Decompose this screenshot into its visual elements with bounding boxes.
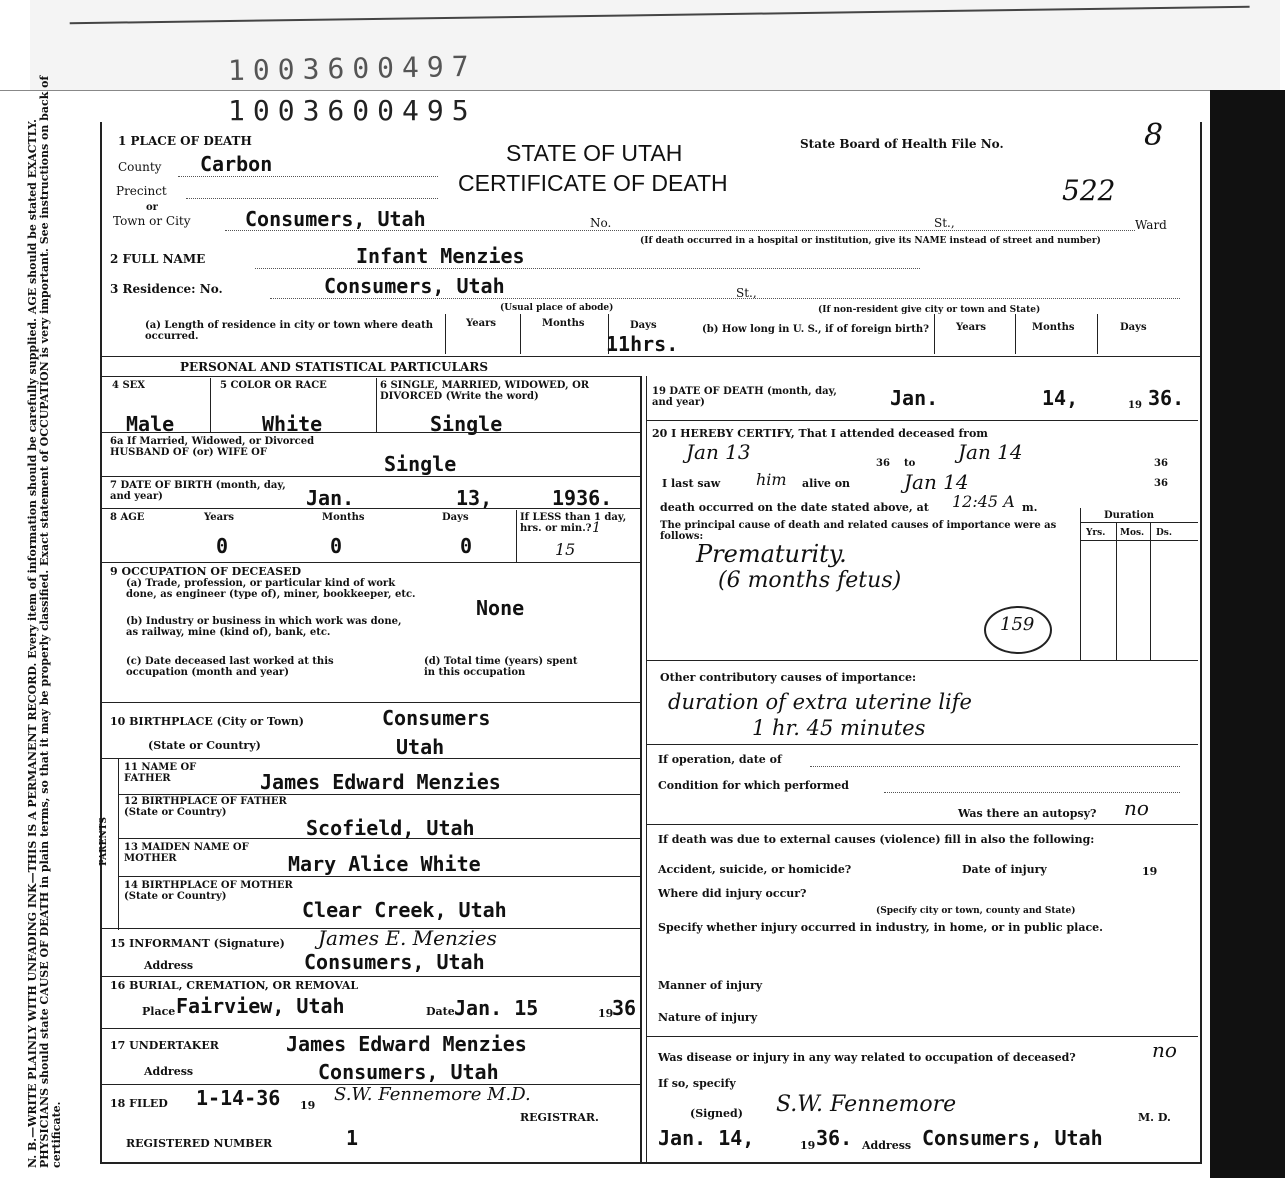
death-date-label: 19 DATE OF DEATH (month, day, and year) [652, 386, 837, 408]
cause-label: The principal cause of death and related causes of importance were as follows: [660, 520, 1057, 542]
st-label: St., [934, 216, 955, 230]
length-box-left [445, 314, 446, 354]
or-label: or [146, 202, 158, 213]
less-min: 15 [555, 540, 576, 559]
specify-label: Specify whether injury occurred in industry, in home, or in public place. [658, 921, 1103, 934]
burial-place-label: Place [142, 1005, 176, 1018]
operation-label: If operation, date of [658, 753, 782, 766]
death-year-prefix: 19 [1128, 400, 1142, 411]
marital-label: 6 SINGLE, MARRIED, WIDOWED, OR DIVORCED (Write the word) [380, 380, 590, 402]
age-label: 8 AGE [110, 512, 145, 523]
precinct-label: Precinct [116, 184, 167, 198]
duration-line [1080, 522, 1198, 523]
section-line-bottom [100, 376, 640, 377]
other-cause-2: 1 hr. 45 minutes [752, 716, 926, 740]
father-birthplace-label: 12 BIRTHPLACE OF FATHER (State or Country) [124, 796, 287, 818]
town-line [225, 230, 1135, 231]
color-value: White [262, 412, 323, 436]
town-value: Consumers, Utah [245, 207, 426, 231]
duration-yrs: Yrs. [1086, 528, 1106, 538]
duration-left [1080, 508, 1081, 660]
name-line [255, 268, 920, 269]
mother-value: Mary Alice White [288, 852, 481, 876]
external-label: If death was due to external causes (violence) fill in also the following: [658, 833, 1095, 846]
physician-signature: S.W. Fennemore [776, 1092, 957, 1117]
mother-label: 13 MAIDEN NAME OF MOTHER [124, 842, 249, 864]
margin-note: N. B.—WRITE PLAINLY WITH UNFADING INK—THIS IS A PERMANENT RECORD. Every item of information should be carefully supplied. AGE should be stated EXACTLY. PHYSICIANS should state CAUSE OF DEATH in plain terms, so that it may be properly classified. Exact statement of OCCUPATION is very important. See instructions on back of certificate. [26, 75, 63, 1168]
father-label: 11 NAME OF FATHER [124, 762, 197, 784]
last-saw-label: I last saw [662, 477, 721, 490]
last-saw-who: him [756, 470, 787, 489]
certify-from-year: 36 [876, 458, 890, 469]
length-days: Days [630, 320, 657, 331]
where-label: Where did injury occur? [658, 887, 807, 900]
us-months: Months [1032, 322, 1075, 333]
length-value: 11hrs. [606, 332, 679, 356]
burial-place: Fairview, Utah [176, 994, 345, 1018]
birthplace-label: 10 BIRTHPLACE (City or Town) [110, 715, 304, 728]
death-day: 14, [1042, 386, 1079, 410]
occupation-value: None [476, 596, 525, 620]
cause-2: (6 months fetus) [718, 568, 902, 593]
length-box-a [520, 314, 521, 354]
us-days: Days [1120, 322, 1147, 333]
filed-date: 1-14-36 [196, 1086, 281, 1110]
where-note: (Specify city or town, county and State) [876, 906, 1076, 916]
residence-label: 3 Residence: No. [110, 282, 223, 296]
condition-line [884, 792, 1180, 793]
m-label: m. [1022, 501, 1038, 514]
abode-note: (Usual place of abode) [500, 303, 614, 313]
injury-year: 19 [1142, 865, 1158, 878]
filed-label: 18 FILED [110, 1097, 168, 1110]
informant-address: Consumers, Utah [304, 950, 485, 974]
registrar-label: REGISTRAR. [520, 1111, 599, 1124]
occupation-b: (b) Industry or business in which work was done, as railway, mine (kind of), bank, etc. [126, 616, 402, 638]
us-box-c [1097, 314, 1098, 354]
row-line-2 [100, 476, 640, 477]
row-line-3 [100, 508, 640, 509]
burial-date-label: Date [426, 1005, 455, 1018]
place-of-death-label: 1 PLACE OF DEATH [118, 134, 252, 148]
manner-label: Manner of injury [658, 979, 763, 992]
cause-code: 159 [1000, 614, 1035, 635]
injury-line [646, 1036, 1198, 1037]
age-days-label: Days [442, 512, 469, 523]
undertaker-name: James Edward Menzies [286, 1032, 527, 1056]
operation-line [810, 766, 1180, 767]
color-divider [376, 378, 377, 432]
age-years: 0 [216, 534, 229, 558]
death-year: 36. [1148, 386, 1185, 410]
birthplace-state-label: (State or Country) [148, 739, 261, 752]
parents-line-2 [118, 838, 640, 839]
dob-year: 1936. [552, 486, 613, 510]
other-line [646, 744, 1198, 745]
less-hrs: 1 [592, 520, 601, 536]
autopsy-answer: no [1124, 796, 1149, 820]
certify-to-year: 36 [1154, 458, 1168, 469]
signed-address: Consumers, Utah [922, 1126, 1103, 1150]
accident-label: Accident, suicide, or homicide? [658, 863, 852, 876]
less-divider [516, 510, 517, 562]
less-label: If LESS than 1 day, hrs. or min.? [520, 512, 627, 534]
stamp-number: 1003600495 [228, 94, 477, 127]
mother-birthplace-label: 14 BIRTHPLACE OF MOTHER (State or Country) [124, 880, 293, 902]
duration-col-b [1150, 522, 1151, 660]
injury-date-label: Date of injury [962, 863, 1047, 876]
file-number-2: 522 [1062, 174, 1116, 207]
occupation-c: (c) Date deceased last worked at this occupation (month and year) [126, 656, 334, 678]
undertaker-label: 17 UNDERTAKER [110, 1039, 219, 1052]
length-label: (a) Length of residence in city or town where death occurred. [145, 320, 434, 342]
autopsy-line [646, 824, 1198, 825]
duration-mos: Mos. [1120, 528, 1145, 538]
burial-date: Jan. 15 [454, 996, 539, 1020]
signed-date: Jan. 14, [658, 1126, 755, 1150]
md-label: M. D. [1138, 1111, 1171, 1124]
occupation-d: (d) Total time (years) spent in this occupation [424, 656, 578, 678]
burial-year: 36 [612, 996, 637, 1020]
other-cause-1: duration of extra uterine life [668, 690, 972, 714]
us-box-b [1015, 314, 1016, 354]
nonres-note: (If non-resident give city or town and State) [818, 305, 1041, 315]
occupation-a: (a) Trade, profession, or particular kind of work done, as engineer (type of), miner, bookkeeper, etc. [126, 578, 416, 600]
us-label: (b) How long in U. S., if of foreign birth? [702, 324, 929, 335]
us-box-a [934, 314, 935, 354]
informant-address-label: Address [144, 959, 194, 972]
file-label: State Board of Health File No. [800, 137, 1004, 151]
occupation-related-answer: no [1152, 1038, 1177, 1062]
birthplace-state: Utah [396, 735, 445, 759]
stamp-number-top: 1003600497 [227, 49, 477, 88]
father-value: James Edward Menzies [260, 770, 501, 794]
certify-to: Jan 14 [958, 440, 1023, 464]
ward-label: Ward [1135, 218, 1167, 232]
residence-st-label: St., [736, 286, 757, 300]
spouse-label: 6a If Married, Widowed, or Divorced HUSBAND OF (or) WIFE OF [110, 436, 315, 458]
row-line-6 [100, 758, 640, 759]
dob-month: Jan. [306, 486, 355, 510]
condition-label: Condition for which performed [658, 779, 849, 792]
occurred-label: death occurred on the date stated above, at [660, 501, 929, 514]
scan-edge [1210, 90, 1285, 1178]
certify-from: Jan 13 [686, 440, 751, 464]
time-of-death: 12:45 A [952, 492, 1015, 511]
section-line-top [100, 356, 1200, 357]
age-years-label: Years [204, 512, 235, 523]
informant-label: 15 INFORMANT (Signature) [110, 937, 285, 950]
parents-divider [118, 758, 119, 930]
residence-line [270, 298, 1180, 299]
informant-signature: James E. Menzies [318, 926, 497, 950]
row-line-5 [100, 702, 640, 703]
alive-on: Jan 14 [904, 470, 969, 494]
occupation-related-label: Was disease or injury in any way related to occupation of deceased? [658, 1051, 1076, 1064]
county-line [178, 176, 438, 177]
occupation-label: 9 OCCUPATION OF DECEASED [110, 565, 302, 578]
age-months-label: Months [322, 512, 365, 523]
age-months: 0 [330, 534, 343, 558]
sex-value: Male [126, 412, 175, 436]
town-label: Town or City [113, 214, 191, 228]
color-label: 5 COLOR OR RACE [220, 380, 327, 391]
certify-to-label: to [904, 458, 916, 469]
parents-side-label: PARENTS [98, 817, 109, 866]
center-divider [640, 376, 642, 1162]
age-days: 0 [460, 534, 473, 558]
undertaker-address-label: Address [144, 1065, 194, 1078]
no-label: No. [590, 216, 612, 230]
certify-label: 20 I HEREBY CERTIFY, That I attended deceased from [652, 427, 988, 440]
full-name-value: Infant Menzies [356, 244, 525, 268]
full-name-label: 2 FULL NAME [110, 252, 206, 266]
length-months: Months [542, 318, 585, 329]
precinct-line [186, 198, 438, 199]
county-value: Carbon [200, 152, 273, 176]
burial-line [100, 1028, 640, 1029]
us-years: Years [956, 322, 987, 333]
reg-number: 1 [346, 1126, 359, 1150]
marital-value: Single [430, 412, 503, 436]
duration-label: Duration [1104, 510, 1155, 521]
dob-label: 7 DATE OF BIRTH (month, day, and year) [110, 480, 286, 502]
row-line-1 [100, 432, 640, 433]
alive-label: alive on [802, 477, 851, 490]
dob-day: 13, [456, 486, 493, 510]
other-label: Other contributory causes of importance: [660, 671, 917, 684]
death-line [646, 420, 1198, 421]
hospital-note: (If death occurred in a hospital or institution, give its NAME instead of street and number) [640, 236, 1101, 246]
registrar-signature: S.W. Fennemore M.D. [334, 1084, 531, 1105]
row-line-4 [100, 562, 640, 563]
parents-line-1 [118, 794, 640, 795]
sex-label: 4 SEX [112, 380, 146, 391]
parents-line-3 [118, 876, 640, 877]
burial-year-prefix: 19 [598, 1007, 614, 1020]
file-number: 8 [1144, 118, 1164, 153]
certificate-title: CERTIFICATE OF DEATH [458, 170, 728, 196]
father-birthplace: Scofield, Utah [306, 816, 475, 840]
cause-1: Prematurity. [696, 540, 847, 568]
autopsy-label: Was there an autopsy? [958, 807, 1097, 820]
burial-label: 16 BURIAL, CREMATION, OR REMOVAL [110, 979, 359, 992]
length-years: Years [466, 318, 497, 329]
ifso-label: If so, specify [658, 1077, 736, 1090]
signed-address-label: Address [862, 1139, 912, 1152]
signed-year: 36. [816, 1126, 853, 1150]
state-title: STATE OF UTAH [506, 140, 683, 166]
filed-year-prefix: 19 [300, 1099, 316, 1112]
personal-section-title: PERSONAL AND STATISTICAL PARTICULARS [180, 360, 489, 374]
reg-number-label: REGISTERED NUMBER [126, 1137, 273, 1150]
sex-divider [210, 378, 211, 432]
death-month: Jan. [890, 386, 939, 410]
spouse-value: Single [384, 452, 457, 476]
duration-ds: Ds. [1156, 528, 1173, 538]
duration-col-a [1116, 522, 1117, 660]
duration-header-line [1080, 540, 1198, 541]
undertaker-address: Consumers, Utah [318, 1060, 499, 1084]
signed-label: (Signed) [690, 1107, 743, 1120]
alive-year: 36 [1154, 478, 1168, 489]
center-divider-2 [646, 376, 647, 1162]
signed-year-prefix: 19 [800, 1139, 816, 1152]
birthplace-value: Consumers [382, 706, 491, 730]
cause-bottom-line [646, 660, 1198, 661]
county-label: County [118, 160, 162, 174]
informant-line [100, 976, 640, 977]
mother-birthplace: Clear Creek, Utah [302, 898, 507, 922]
residence-value: Consumers, Utah [324, 274, 505, 298]
nature-label: Nature of injury [658, 1011, 758, 1024]
